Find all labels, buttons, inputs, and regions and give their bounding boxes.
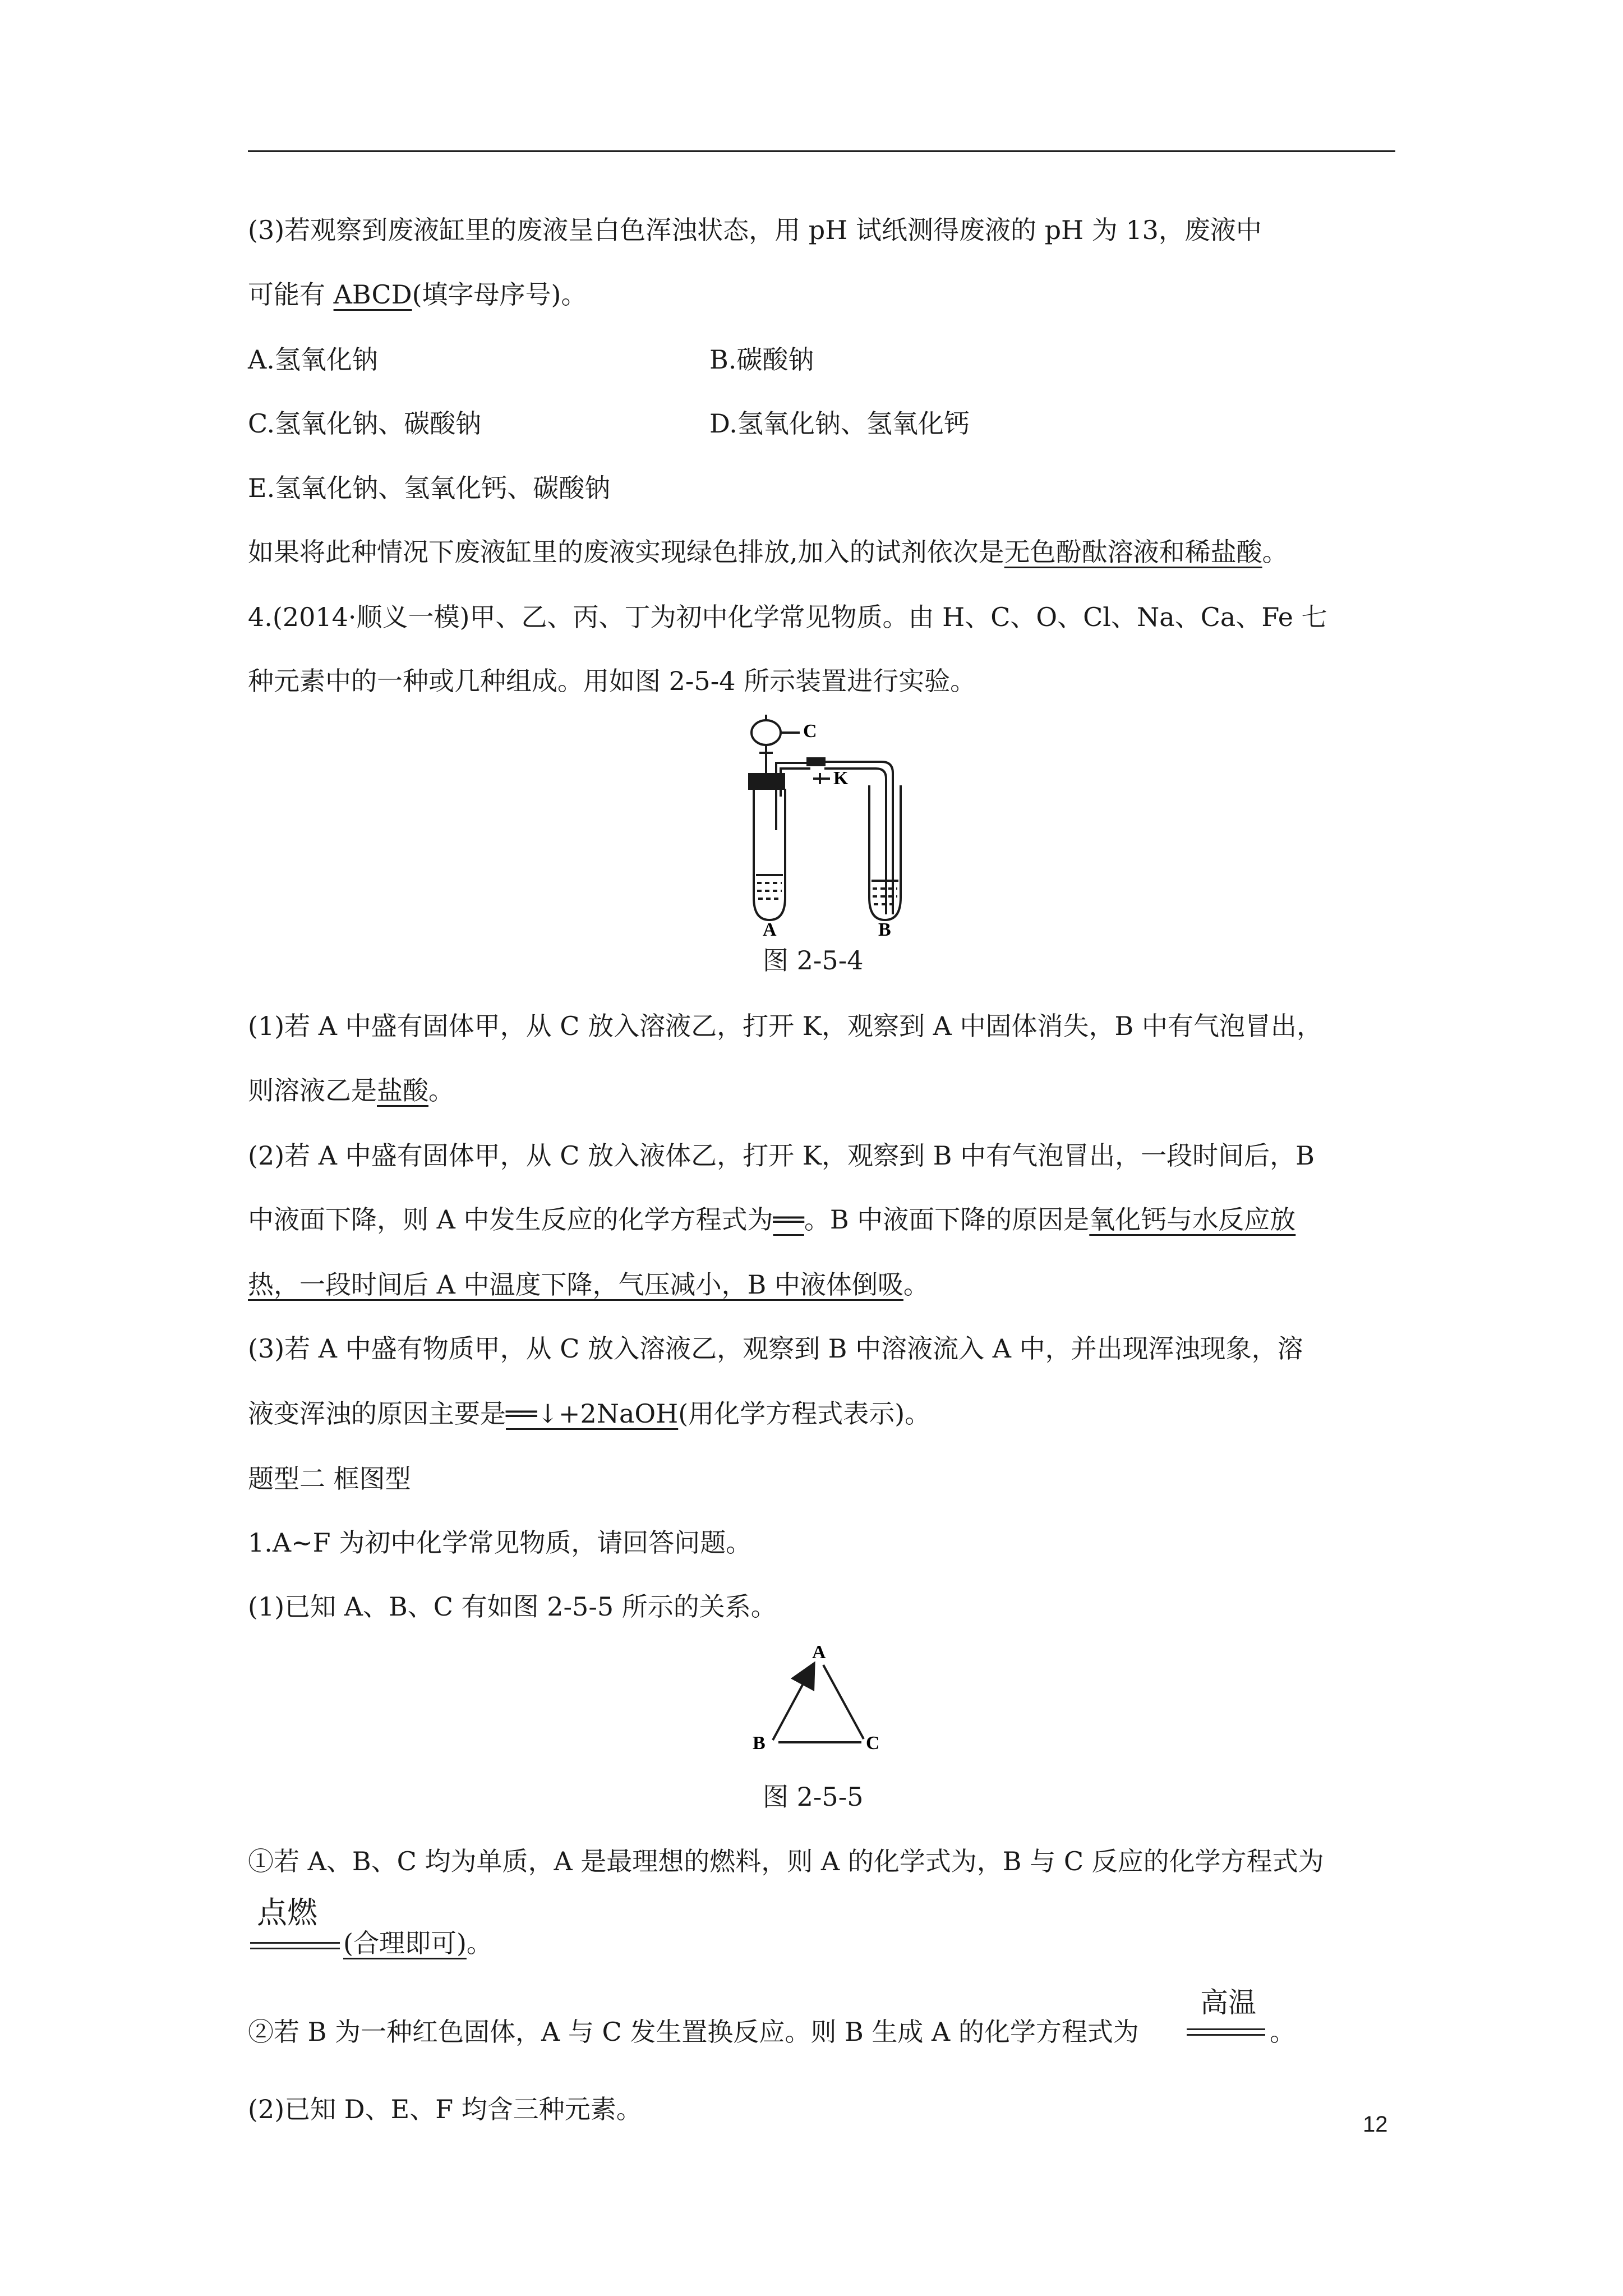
type2-q1-line1: 1.A~F 为初中化学常见物质，请回答问题。 (248, 1527, 752, 1558)
condition-high-temp: 高温 (1200, 1986, 1256, 2019)
q4-part2-line1: (2)若 A 中盛有固体甲，从 C 放入液体乙，打开 K，观察到 B 中有气泡冒出，一段时间后，B (248, 1140, 1315, 1171)
answer-reasonable: (合理即可) (343, 1928, 467, 1958)
q3-line2: 可能有 ABCD(填字母序号)。 (248, 279, 587, 310)
q3-line1: (3)若观察到废液缸里的废液呈白色浑浊状态，用 pH 试纸测得废液的 pH 为 13，废液中 (248, 215, 1262, 245)
label-b: B (878, 919, 891, 937)
option-c: C.氢氧化钠、碳酸钠 (248, 408, 482, 439)
option-b: B.碳酸钠 (709, 344, 814, 375)
option-e: E.氢氧化钠、氢氧化钙、碳酸钠 (248, 473, 611, 503)
label-c: C (803, 721, 817, 742)
option-d: D.氢氧化钠、氢氧化钙 (709, 408, 970, 439)
figure-caption-2-5-4: 图 2-5-4 (763, 945, 864, 976)
type2-sub2: (2)已知 D、E、F 均含三种元素。 (248, 2094, 642, 2124)
type2-case2-end: 。 (1270, 2017, 1295, 2047)
header-rule (248, 150, 1395, 152)
q4-line1: 4.(2014·顺义一模)甲、乙、丙、丁为初中化学常见物质。由 H、C、O、Cl、Na、Ca、Fe 七 (248, 602, 1327, 632)
type2-case1-line1: ①若 A、B、C 均为单质，A 是最理想的燃料，则 A 的化学式为，B 与 C 反应的化学方程式为 (248, 1846, 1324, 1876)
figure-2-5-4-apparatus (729, 712, 965, 937)
label-k: K (833, 768, 849, 789)
answer-equation-placeholder: ══ (773, 1204, 804, 1235)
type2-q1-sub1: (1)已知 A、B、C 有如图 2-5-5 所示的关系。 (248, 1591, 777, 1622)
answer-precipitate-equation: ══↓+2NaOH (506, 1398, 679, 1429)
q4-part3-line2: 液变浑浊的原因主要是══↓+2NaOH(用化学方程式表示)。 (248, 1398, 931, 1429)
answer-reason-part2: 热，一段时间后 A 中温度下降，气压减小，B 中液体倒吸 (248, 1269, 903, 1300)
label-a: A (763, 919, 777, 937)
figure-2-5-5-triangle (746, 1638, 892, 1761)
section-heading-type2: 题型二 框图型 (248, 1464, 411, 1494)
option-a: A.氢氧化钠 (248, 344, 378, 375)
q3-discharge-line: 如果将此种情况下废液缸里的废液实现绿色排放,加入的试剂依次是无色酚酞溶液和稀盐酸。 (248, 537, 1288, 567)
equation-double-bar-2 (1187, 2028, 1265, 2036)
type2-case1-line2: (合理即可)。 (343, 1928, 492, 1958)
type2-case2-line: ②若 B 为一种红色固体，A 与 C 发生置换反应。则 B 生成 A 的化学方程式为 (248, 2017, 1139, 2047)
q4-part1-line2: 则溶液乙是盐酸。 (248, 1075, 454, 1106)
q4-part1-line1: (1)若 A 中盛有固体甲，从 C 放入溶液乙，打开 K，观察到 A 中固体消失，B 中有气泡冒出， (248, 1011, 1322, 1041)
condition-ignite: 点燃 (257, 1895, 317, 1930)
answer-reagents: 无色酚酞溶液和稀盐酸 (1004, 537, 1262, 567)
label-b: B (753, 1733, 766, 1754)
figure-caption-2-5-5: 图 2-5-5 (763, 1782, 864, 1812)
q4-line2: 种元素中的一种或几种组成。用如图 2-5-4 所示装置进行实验。 (248, 666, 976, 696)
answer-reason-part1: 氧化钙与水反应放 (1089, 1204, 1296, 1235)
answer-abcd: ABCD (333, 279, 412, 310)
q4-part3-line1: (3)若 A 中盛有物质甲，从 C 放入溶液乙，观察到 B 中溶液流入 A 中，并出现浑浊现象，溶 (248, 1333, 1303, 1364)
answer-hydrochloric-acid: 盐酸 (377, 1075, 428, 1106)
label-c: C (866, 1733, 880, 1754)
q4-part2-line2: 中液面下降，则 A 中发生反应的化学方程式为══。B 中液面下降的原因是氧化钙与水反应放 (248, 1204, 1296, 1235)
equation-double-bar (250, 1942, 340, 1950)
label-a: A (812, 1642, 826, 1663)
q4-part2-line3: 热，一段时间后 A 中温度下降，气压减小，B 中液体倒吸。 (248, 1269, 929, 1300)
page-number: 12 (1363, 2112, 1388, 2137)
